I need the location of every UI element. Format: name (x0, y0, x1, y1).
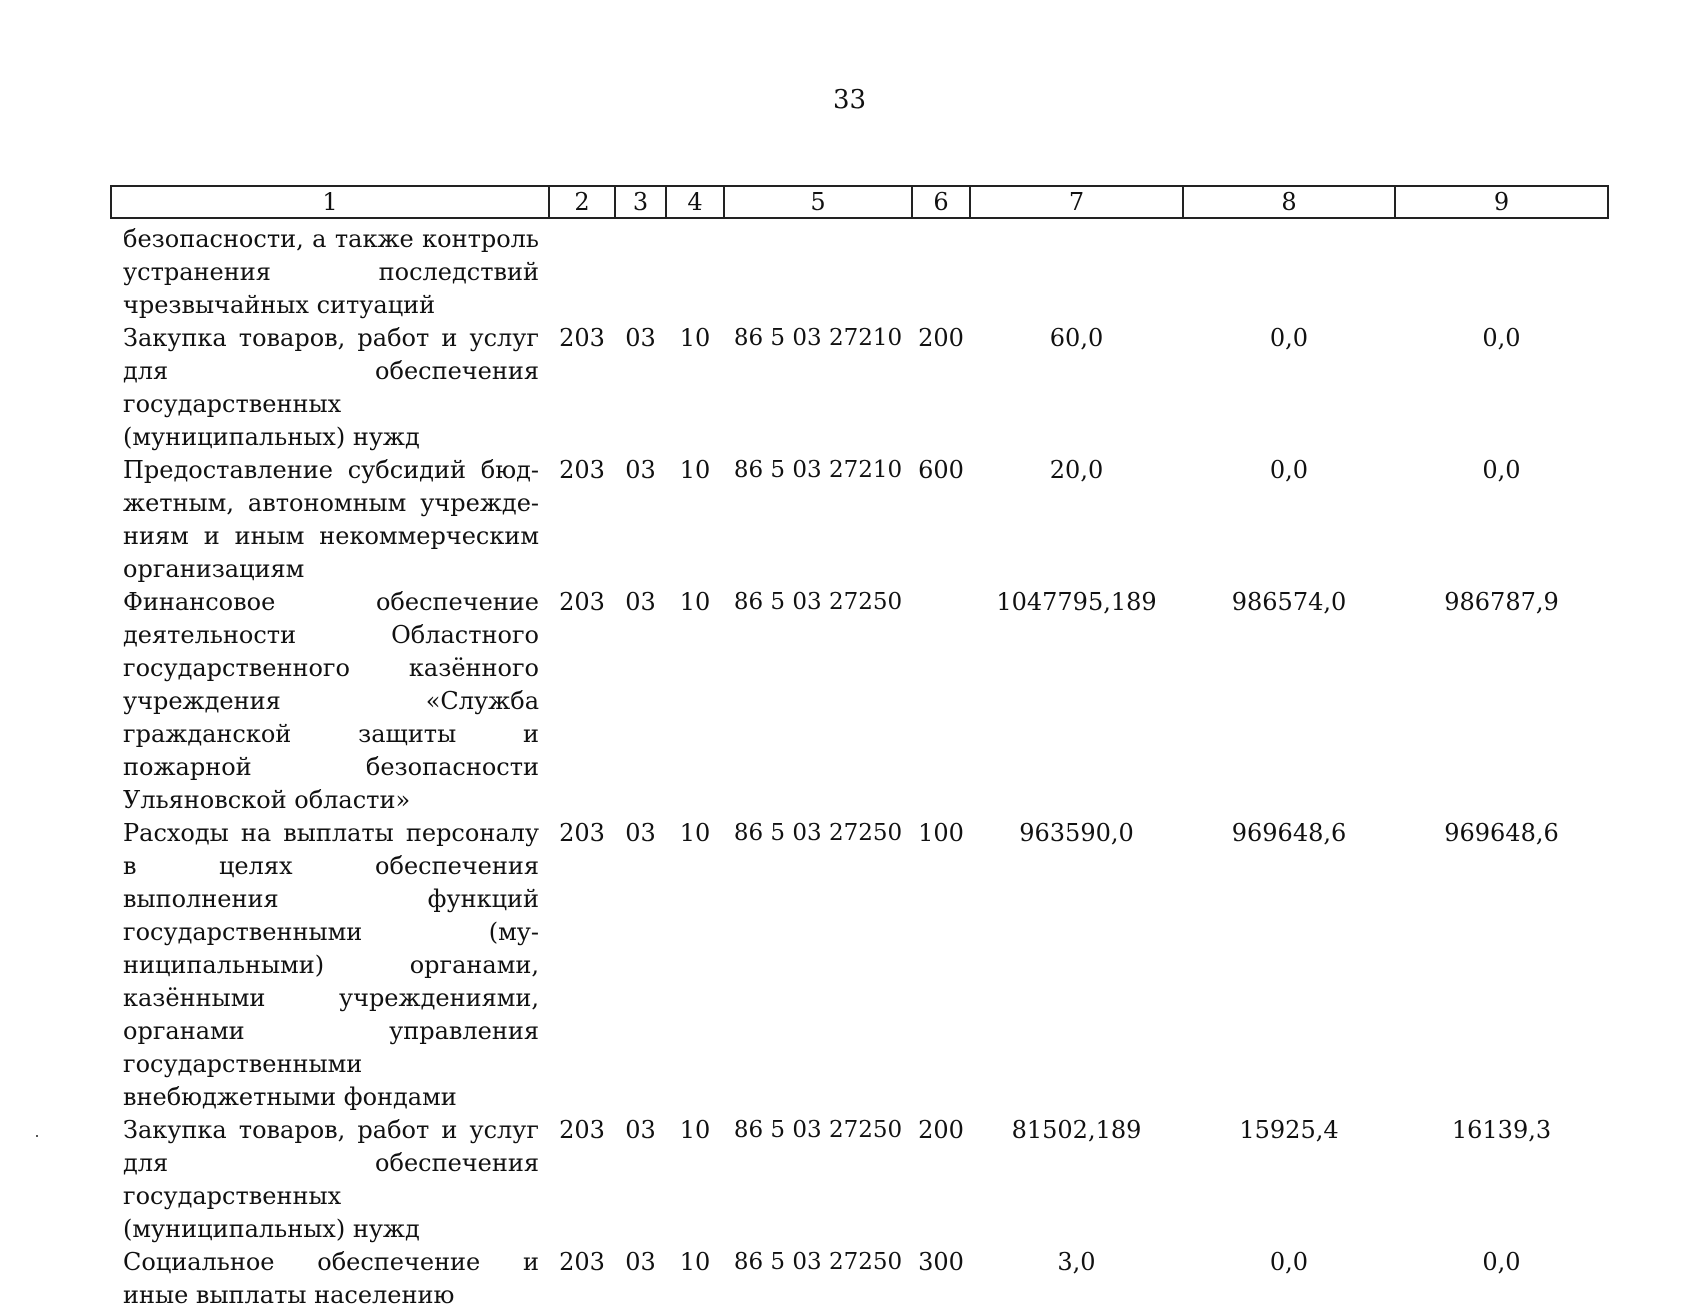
row-col-9: 0,0 (1482, 1248, 1521, 1276)
row-col-8: 0,0 (1269, 456, 1309, 484)
row-col-7: 20,0 (1049, 456, 1104, 484)
header-col-4: 4 (666, 186, 724, 218)
row-col-9: 969648,6 (1444, 819, 1559, 847)
row-col-6: 600 (918, 456, 964, 484)
table-row (111, 454, 1608, 586)
row-description: безопасности, а также контроль устранения последствий чрезвычайных ситуаций (123, 225, 539, 319)
header-col-1: 1 (111, 186, 549, 218)
row-description: Расходы на выплаты персоналу в целях обеспечения выполнения функций государственными (муниципальными) органами, казёнными учреждениями, органами управления государственными внебюджетными фондами (123, 819, 539, 1111)
row-col-4: 10 (679, 819, 711, 847)
row-col-2: 203 (559, 1248, 605, 1276)
header-col-5: 5 (724, 186, 912, 218)
row-col-6 (912, 218, 970, 322)
row-col-8: 0,0 (1269, 1248, 1309, 1276)
row-col-2: 203 (559, 588, 605, 616)
scan-speck (36, 1135, 38, 1137)
row-col-2 (549, 218, 615, 322)
row-col-5: 86 5 03 27210 (733, 325, 903, 351)
header-col-2: 2 (549, 186, 615, 218)
row-col-3: 03 (625, 1248, 656, 1276)
table-header-row (111, 186, 1608, 218)
row-col-3: 03 (625, 456, 656, 484)
row-description: Социальное обеспечение и иные выплаты населению (123, 1248, 539, 1309)
row-col-7: 81502,189 (1011, 1116, 1142, 1144)
row-col-8: 15925,4 (1239, 1116, 1339, 1144)
budget-table (110, 185, 1609, 1312)
row-col-8: 969648,6 (1231, 819, 1347, 847)
row-col-4: 10 (679, 324, 711, 352)
row-col-4: 10 (679, 1116, 711, 1144)
row-col-3: 03 (625, 588, 656, 616)
row-col-7: 963590,0 (1019, 819, 1134, 847)
row-col-9: 16139,3 (1451, 1116, 1552, 1144)
row-col-3: 03 (625, 1116, 656, 1144)
row-col-5: 86 5 03 27250 (733, 1249, 903, 1275)
row-col-6: 300 (918, 1248, 964, 1276)
header-col-8: 8 (1183, 186, 1395, 218)
row-description: Финансовое обеспечение деятельности Областного государственного казённого учреждения «Служба гражданской защиты и пожарной безопасности Ульяновской области» (123, 588, 539, 814)
row-description: Закупка товаров, работ и услуг для обеспечения государственных (муниципальных) нужд (123, 1116, 539, 1243)
row-col-8: 0,0 (1269, 324, 1309, 352)
row-col-4: 10 (679, 1248, 711, 1276)
row-description: Предоставление субсидий бюджетным, автономным учреждениям и иным некоммерческим организациям (123, 456, 539, 583)
row-col-2: 203 (559, 456, 605, 484)
row-col-6 (912, 586, 970, 817)
header-col-9: 9 (1395, 186, 1608, 218)
row-col-3: 03 (625, 324, 656, 352)
row-col-2: 203 (559, 819, 605, 847)
row-description: Закупка товаров, работ и услуг для обеспечения государственных (муниципальных) нужд (123, 324, 539, 451)
row-col-9: 0,0 (1482, 324, 1521, 352)
row-col-4: 10 (679, 588, 711, 616)
row-col-6: 100 (918, 819, 964, 847)
row-col-8: 986574,0 (1231, 588, 1347, 616)
row-col-9 (1395, 218, 1608, 322)
table-row (111, 1246, 1608, 1312)
row-col-7: 1047795,189 (996, 588, 1157, 616)
table-row (111, 1114, 1608, 1246)
row-col-7: 3,0 (1057, 1248, 1096, 1276)
header-col-7: 7 (970, 186, 1183, 218)
row-col-2: 203 (559, 324, 605, 352)
row-col-8 (1183, 218, 1395, 322)
table-row (111, 586, 1608, 817)
row-col-6: 200 (918, 1116, 964, 1144)
page-number: 33 (832, 85, 867, 115)
header-col-3: 3 (615, 186, 666, 218)
row-col-3 (615, 218, 666, 322)
row-col-2: 203 (559, 1116, 605, 1144)
row-col-7 (970, 218, 1183, 322)
row-col-3: 03 (625, 819, 656, 847)
table-row (111, 817, 1608, 1114)
table-row (111, 218, 1608, 322)
row-col-5: 86 5 03 27210 (733, 457, 903, 483)
row-col-4: 10 (679, 456, 711, 484)
row-col-5: 86 5 03 27250 (733, 1117, 903, 1143)
row-col-9: 0,0 (1482, 456, 1521, 484)
row-col-9: 986787,9 (1444, 588, 1559, 616)
row-col-5: 86 5 03 27250 (733, 589, 903, 615)
row-col-5: 86 5 03 27250 (733, 820, 903, 846)
row-col-6: 200 (918, 324, 964, 352)
row-col-4 (666, 218, 724, 322)
table-row (111, 322, 1608, 454)
header-col-6: 6 (912, 186, 970, 218)
row-col-5 (724, 218, 912, 322)
row-col-7: 60,0 (1049, 324, 1104, 352)
